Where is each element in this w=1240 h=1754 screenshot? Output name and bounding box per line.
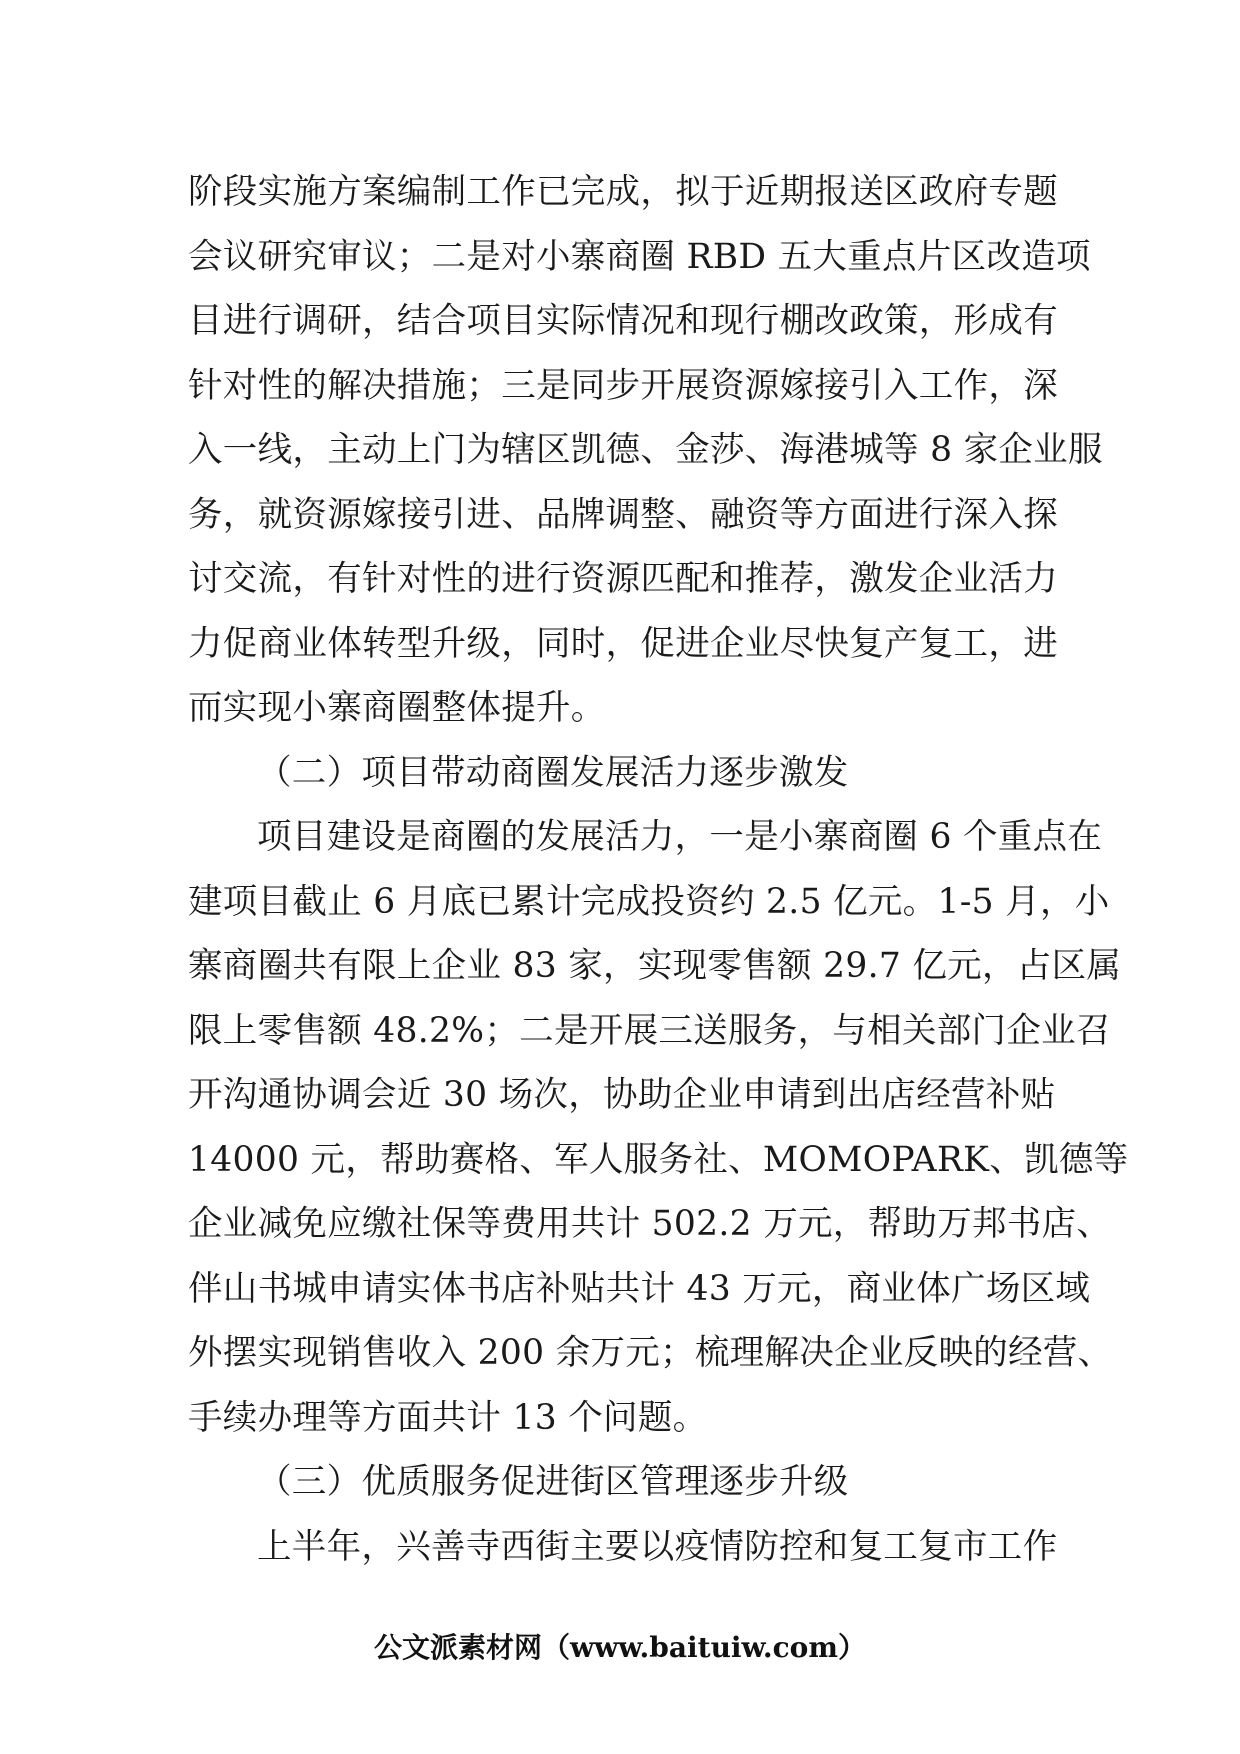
text-line: 寨商圈共有限上企业 83 家，实现零售额 29.7 亿元，占区属	[188, 946, 1122, 986]
text-line: 阶段实施方案编制工作已完成，拟于近期报送区政府专题	[188, 172, 1058, 212]
text-line: 会议研究审议；二是对小寨商圈 RBD 五大重点片区改造项	[188, 236, 1091, 277]
text-line: 而实现小寨商圈整体提升。	[188, 688, 606, 728]
text-line: 讨交流，有针对性的进行资源匹配和推荐，激发企业活力	[188, 559, 1058, 599]
text-line: 伴山书城申请实体书店补贴共计 43 万元，商业体广场区域	[188, 1268, 1091, 1309]
text-line: 务，就资源嫁接引进、品牌调整、融资等方面进行深入探	[188, 494, 1058, 535]
paragraph-first-line: 上半年，兴善寺西街主要以疫情防控和复工复市工作	[257, 1526, 1058, 1567]
text-line: 入一线，主动上门为辖区凯德、金莎、海港城等 8 家企业服	[188, 430, 1103, 470]
text-line: 建项目截止 6 月底已累计完成投资约 2.5 亿元。1-5 月，小	[188, 881, 1110, 922]
document-body	[188, 160, 1129, 1579]
footer-watermark: 公文派素材网（www.baituiw.com）	[374, 1631, 866, 1664]
paragraph-first-line: 项目建设是商圈的发展活力，一是小寨商圈 6 个重点在	[257, 817, 1103, 857]
section-heading-3: （三）优质服务促进街区管理逐步升级	[257, 1462, 849, 1502]
text-line: 限上零售额 48.2%；二是开展三送服务，与相关部门企业召	[188, 1010, 1111, 1051]
text-line: 外摆实现销售收入 200 余万元；梳理解决企业反映的经营、	[188, 1333, 1113, 1373]
text-line: 针对性的解决措施；三是同步开展资源嫁接引入工作，深	[188, 365, 1058, 406]
text-line: 手续办理等方面共计 13 个问题。	[188, 1397, 708, 1438]
text-line: 14000 元，帮助赛格、军人服务社、MOMOPARK、凯德等	[188, 1139, 1129, 1180]
text-line: 开沟通协调会近 30 场次，协助企业申请到出店经营补贴	[188, 1075, 1056, 1115]
text-line: 力促商业体转型升级，同时，促进企业尽快复产复工，进	[188, 623, 1058, 664]
section-heading-2: （二）项目带动商圈发展活力逐步激发	[257, 752, 849, 793]
text-line: 目进行调研，结合项目实际情况和现行棚改政策，形成有	[188, 301, 1058, 341]
text-line: 企业减免应缴社保等费用共计 502.2 万元，帮助万邦书店、	[188, 1204, 1112, 1244]
